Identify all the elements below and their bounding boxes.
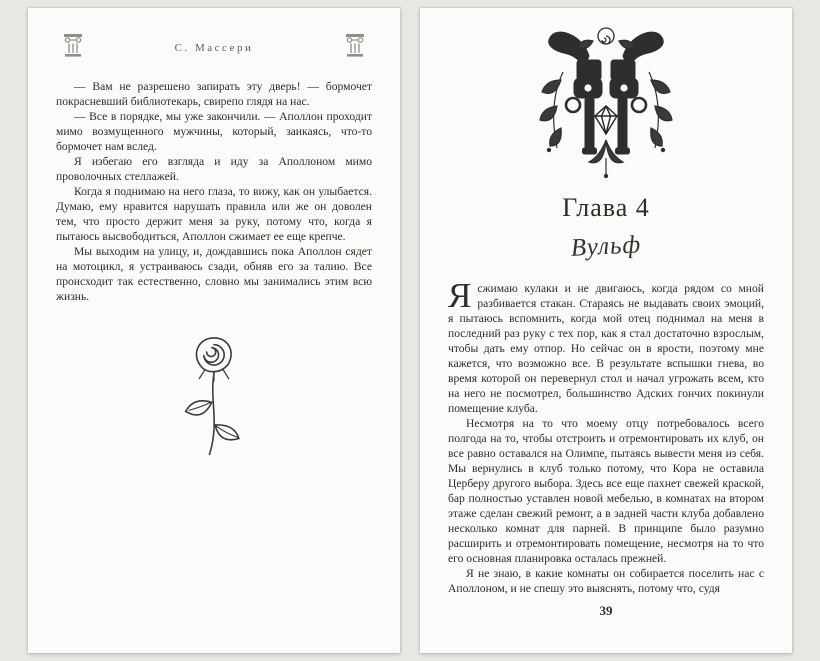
paragraph: Мы выходим на улицу, и, дождавшись пока Аполлон сядет на мотоцикл, я устраиваюсь сзади, обняв его за талию. Все происходит так естественно, словно мы занимались этим всю жизнь. <box>56 245 372 303</box>
chapter-title: Глава 4 <box>562 193 650 222</box>
paragraph: — Вам не разрешено запирать эту дверь! — бормочет покрасневший библиотекарь, свирепо глядя на нас. <box>56 80 372 108</box>
running-header <box>56 32 372 63</box>
author-name: С. Массери <box>174 41 254 54</box>
rose-illustration <box>56 330 372 465</box>
left-page <box>28 8 400 653</box>
paragraph-text: сжимаю кулаки и не двигаюсь, когда рядом со мной разбивается стакан. Стараясь не выдавать своих эмоций, я пытаюсь вспомнить, когда мой отец поднимал на меня в последний раз руку с тех пор, как я стал достаточно взрослым, чтобы дать ему отпор. Но сейчас он в ярости, поэтому мне кажется, что возможно все. В результате вспышки гнева, во время которой он перевернул стол и начал угрожать всем, кто на него не посмотрел, большинство Адских гончих покинули помещение клуба. <box>448 282 764 415</box>
paragraph: Я избегаю его взгляда и иду за Аполлоном мимо проволочных стеллажей. <box>56 155 372 183</box>
paragraph: Когда я поднимаю на него глаза, то вижу, как он улыбается. Думаю, ему нравится нарушать правила или же он доволен тем, что просто держит меня за руку, потому что, когда я пытаюсь высвободиться, Аполлон сжимает ее еще крепче. <box>56 185 372 243</box>
book-spread <box>28 8 792 653</box>
roman-column-icon <box>62 32 84 63</box>
page-number: 39 <box>599 603 613 618</box>
revolvers-roses-illustration <box>448 20 764 185</box>
chapter-subtitle-handwritten: Вульф <box>570 231 642 262</box>
paragraph: — Все в порядке, мы уже закончили. — Аполлон проходит мимо возмущенного мужчины, который, заикаясь, что-то бормочет нам вслед. <box>56 110 372 153</box>
right-page <box>420 8 792 653</box>
drop-cap: Я <box>448 276 472 315</box>
roman-column-icon <box>344 32 366 63</box>
paragraph: Я не знаю, в какие комнаты он собирается поселить нас с Аполлоном, и не спешу это выяснять, потому что, судя <box>448 567 764 595</box>
paragraph: Несмотря на то что моему отцу потребовалось всего полгода на то, чтобы отстроить и отремонтировать их клуб, он все равно оставался на Олимпе, пытаясь вывести меня из себя. Мы вернулись в клуб только потому, что Кора не оставила Церберу другого выбора. Здесь все еще пахнет свежей краской, бар полностью уставлен новой мебелью, в комнатах на втором этаже сделан свежий ремонт, а в задней части клуба добавлено несколько комнат для парней. В принципе было разумно расширить и отремонтировать помещение, несмотря на то что его основная планировка осталась прежней. <box>448 417 764 565</box>
paragraph <box>448 276 764 416</box>
